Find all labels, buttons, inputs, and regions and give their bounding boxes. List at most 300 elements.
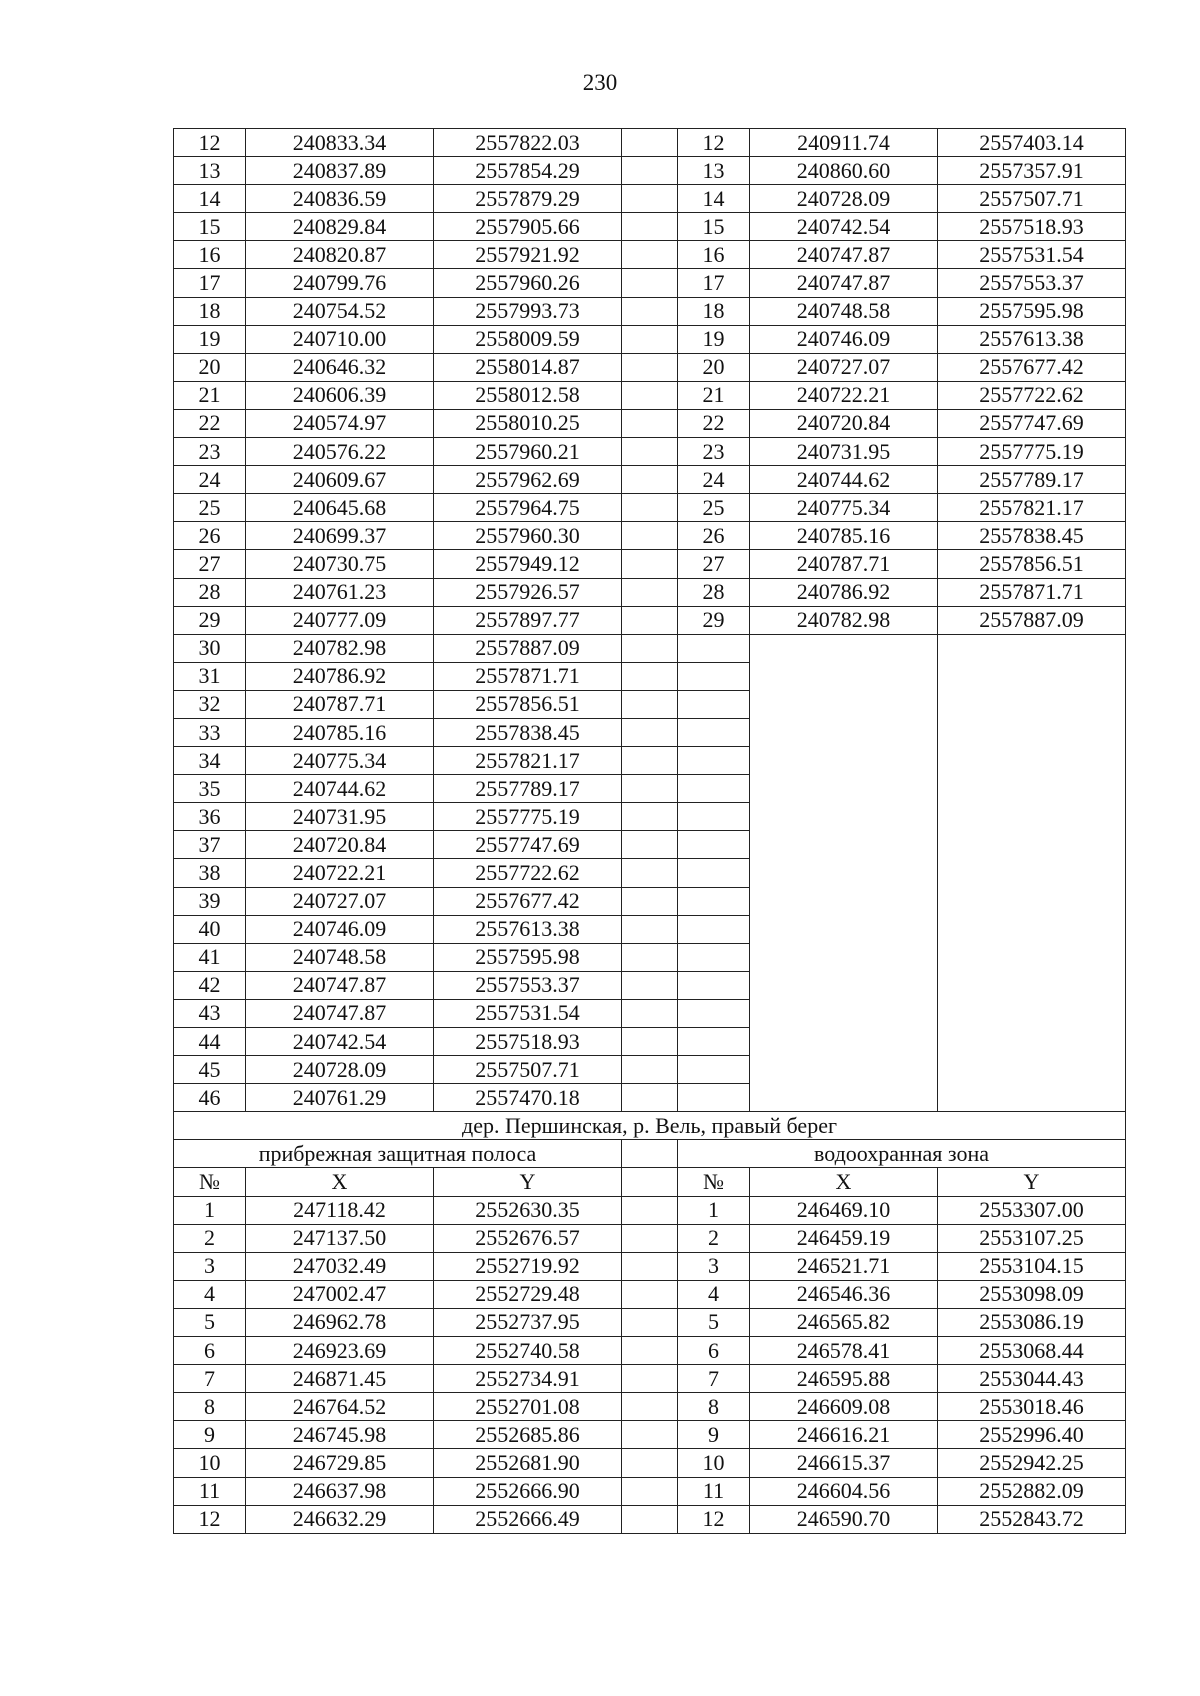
right-num-cell: 12 (678, 129, 750, 157)
left-num-cell: 2 (174, 1224, 246, 1252)
left-y-cell: 2557677.42 (434, 887, 622, 915)
right-x-cell: 240748.58 (750, 297, 938, 325)
right-x-cell: 246609.08 (750, 1393, 938, 1421)
right-num-cell: 10 (678, 1449, 750, 1477)
right-y-cell: 2552843.72 (938, 1505, 1126, 1533)
gap-cell (622, 1028, 678, 1056)
left-num-cell: 22 (174, 409, 246, 437)
left-y-cell: 2552729.48 (434, 1280, 622, 1308)
left-y-cell: 2557747.69 (434, 831, 622, 859)
left-y-cell: 2557553.37 (434, 971, 622, 999)
gap-cell (622, 185, 678, 213)
left-y-cell: 2552681.90 (434, 1449, 622, 1477)
left-y-cell: 2552740.58 (434, 1337, 622, 1365)
zone-heading-row (174, 1140, 1126, 1168)
left-num-cell: 30 (174, 634, 246, 662)
right-num-cell: 12 (678, 1505, 750, 1533)
left-y-cell: 2557897.77 (434, 606, 622, 634)
gap-cell (622, 213, 678, 241)
right-x-cell: 246595.88 (750, 1365, 938, 1393)
left-x-cell: 247118.42 (246, 1196, 434, 1224)
left-num-cell: 5 (174, 1308, 246, 1336)
gap-cell (622, 1196, 678, 1224)
left-y-cell: 2552737.95 (434, 1308, 622, 1336)
right-num-cell: 25 (678, 494, 750, 522)
right-num-cell: 27 (678, 550, 750, 578)
left-y-cell: 2558010.25 (434, 409, 622, 437)
right-x-cell: 246565.82 (750, 1308, 938, 1336)
left-y-cell: 2557775.19 (434, 803, 622, 831)
section-title: дер. Першинская, р. Вель, правый берег (174, 1112, 1126, 1140)
gap-cell (622, 1056, 678, 1084)
right-x-cell: 246459.19 (750, 1224, 938, 1252)
left-x-cell: 240744.62 (246, 775, 434, 803)
right-y-cell: 2557775.19 (938, 438, 1126, 466)
left-x-cell: 247002.47 (246, 1280, 434, 1308)
table-row (174, 1449, 1126, 1477)
gap-cell (622, 241, 678, 269)
right-num-cell: 9 (678, 1421, 750, 1449)
left-x-cell: 240710.00 (246, 325, 434, 353)
right-x-cell: 240786.92 (750, 578, 938, 606)
table-row (174, 606, 1126, 634)
left-y-cell: 2558012.58 (434, 381, 622, 409)
right-y-cell: 2557856.51 (938, 550, 1126, 578)
right-col-x-header: X (750, 1168, 938, 1196)
gap-cell (622, 353, 678, 381)
left-x-cell: 240728.09 (246, 1056, 434, 1084)
left-num-cell: 45 (174, 1056, 246, 1084)
right-num-cell: 17 (678, 269, 750, 297)
lower-section-header (174, 1112, 1126, 1196)
left-y-cell: 2557960.30 (434, 522, 622, 550)
right-x-cell: 246616.21 (750, 1421, 938, 1449)
gap-cell (622, 466, 678, 494)
right-x-cell: 240775.34 (750, 494, 938, 522)
right-y-cell: 2553018.46 (938, 1393, 1126, 1421)
right-y-cell: 2553307.00 (938, 1196, 1126, 1224)
left-col-num-header: № (174, 1168, 246, 1196)
left-x-cell: 240777.09 (246, 606, 434, 634)
left-y-cell: 2557960.21 (434, 438, 622, 466)
left-y-cell: 2558014.87 (434, 353, 622, 381)
right-y-cell: 2557871.71 (938, 578, 1126, 606)
right-num-cell (678, 915, 750, 943)
left-x-cell: 240609.67 (246, 466, 434, 494)
right-num-cell: 23 (678, 438, 750, 466)
gap-cell (622, 381, 678, 409)
right-num-cell: 22 (678, 409, 750, 437)
left-y-cell: 2552734.91 (434, 1365, 622, 1393)
gap-cell (622, 634, 678, 662)
table-row (174, 466, 1126, 494)
right-x-cell: 240720.84 (750, 409, 938, 437)
left-x-cell: 246729.85 (246, 1449, 434, 1477)
table-row (174, 550, 1126, 578)
left-x-cell: 240786.92 (246, 662, 434, 690)
right-x-cell: 246546.36 (750, 1280, 938, 1308)
gap-cell (622, 859, 678, 887)
left-x-cell: 240645.68 (246, 494, 434, 522)
gap-cell (622, 1140, 678, 1168)
right-num-cell (678, 690, 750, 718)
right-x-cell: 240722.21 (750, 381, 938, 409)
gap-cell (622, 409, 678, 437)
left-x-cell: 240746.09 (246, 915, 434, 943)
right-num-cell (678, 1028, 750, 1056)
left-x-cell: 246871.45 (246, 1365, 434, 1393)
right-num-cell: 14 (678, 185, 750, 213)
right-num-cell (678, 999, 750, 1027)
left-num-cell: 42 (174, 971, 246, 999)
left-x-cell: 240731.95 (246, 803, 434, 831)
gap-cell (622, 325, 678, 353)
gap-cell (622, 1337, 678, 1365)
left-num-cell: 29 (174, 606, 246, 634)
left-num-cell: 24 (174, 466, 246, 494)
gap-cell (622, 915, 678, 943)
left-num-cell: 39 (174, 887, 246, 915)
left-y-cell: 2557854.29 (434, 157, 622, 185)
right-num-cell: 6 (678, 1337, 750, 1365)
left-x-cell: 240820.87 (246, 241, 434, 269)
left-x-cell: 247137.50 (246, 1224, 434, 1252)
gap-cell (622, 690, 678, 718)
right-x-cell: 240747.87 (750, 241, 938, 269)
right-y-cell: 2557838.45 (938, 522, 1126, 550)
right-y-cell: 2552996.40 (938, 1421, 1126, 1449)
left-x-cell: 240748.58 (246, 943, 434, 971)
left-y-cell: 2557822.03 (434, 129, 622, 157)
table-row (174, 409, 1126, 437)
left-y-cell: 2557960.26 (434, 269, 622, 297)
gap-cell (622, 1168, 678, 1196)
left-num-cell: 33 (174, 718, 246, 746)
gap-cell (622, 971, 678, 999)
left-y-cell: 2557993.73 (434, 297, 622, 325)
left-num-cell: 34 (174, 747, 246, 775)
right-x-cell: 246578.41 (750, 1337, 938, 1365)
right-num-cell (678, 634, 750, 662)
right-x-cell: 240911.74 (750, 129, 938, 157)
right-y-cell: 2557821.17 (938, 494, 1126, 522)
gap-cell (622, 1449, 678, 1477)
right-y-cell: 2557531.54 (938, 241, 1126, 269)
left-y-cell: 2557838.45 (434, 718, 622, 746)
left-y-cell: 2557470.18 (434, 1084, 622, 1112)
left-y-cell: 2552666.49 (434, 1505, 622, 1533)
left-x-cell: 246962.78 (246, 1308, 434, 1336)
right-x-cell: 240742.54 (750, 213, 938, 241)
right-x-cell: 246521.71 (750, 1252, 938, 1280)
left-x-cell: 240606.39 (246, 381, 434, 409)
table-row (174, 1196, 1126, 1224)
right-x-cell: 240731.95 (750, 438, 938, 466)
right-num-cell: 2 (678, 1224, 750, 1252)
gap-cell (622, 438, 678, 466)
gap-cell (622, 831, 678, 859)
water-protection-zone-heading: водоохранная зона (678, 1140, 1126, 1168)
table-row (174, 522, 1126, 550)
left-num-cell: 35 (174, 775, 246, 803)
right-y-cell: 2557553.37 (938, 269, 1126, 297)
left-col-x-header: X (246, 1168, 434, 1196)
right-x-cell (750, 634, 938, 1112)
left-x-cell: 240837.89 (246, 157, 434, 185)
right-y-cell: 2557357.91 (938, 157, 1126, 185)
table-row (174, 578, 1126, 606)
left-x-cell: 246923.69 (246, 1337, 434, 1365)
left-y-cell: 2557926.57 (434, 578, 622, 606)
table-row (174, 213, 1126, 241)
right-y-cell: 2552882.09 (938, 1477, 1126, 1505)
right-num-cell (678, 971, 750, 999)
left-num-cell: 28 (174, 578, 246, 606)
left-num-cell: 36 (174, 803, 246, 831)
gap-cell (622, 943, 678, 971)
table-row (174, 494, 1126, 522)
left-y-cell: 2557962.69 (434, 466, 622, 494)
left-x-cell: 240787.71 (246, 690, 434, 718)
left-num-cell: 4 (174, 1280, 246, 1308)
right-y-cell: 2553044.43 (938, 1365, 1126, 1393)
right-x-cell: 240782.98 (750, 606, 938, 634)
left-num-cell: 40 (174, 915, 246, 943)
left-y-cell: 2557531.54 (434, 999, 622, 1027)
left-x-cell: 240720.84 (246, 831, 434, 859)
left-num-cell: 9 (174, 1421, 246, 1449)
left-x-cell: 240742.54 (246, 1028, 434, 1056)
left-x-cell: 240699.37 (246, 522, 434, 550)
right-num-cell: 4 (678, 1280, 750, 1308)
right-y-cell: 2557403.14 (938, 129, 1126, 157)
table-row (174, 325, 1126, 353)
right-num-cell (678, 831, 750, 859)
left-num-cell: 6 (174, 1337, 246, 1365)
upper-section-body (174, 129, 1126, 1112)
right-y-cell: 2553086.19 (938, 1308, 1126, 1336)
right-num-cell (678, 1084, 750, 1112)
gap-cell (622, 297, 678, 325)
right-x-cell: 240744.62 (750, 466, 938, 494)
left-x-cell: 240829.84 (246, 213, 434, 241)
gap-cell (622, 550, 678, 578)
left-num-cell: 41 (174, 943, 246, 971)
left-x-cell: 240574.97 (246, 409, 434, 437)
left-x-cell: 240836.59 (246, 185, 434, 213)
gap-cell (622, 606, 678, 634)
right-num-cell (678, 943, 750, 971)
table-row (174, 129, 1126, 157)
table-row (174, 353, 1126, 381)
left-x-cell: 247032.49 (246, 1252, 434, 1280)
gap-cell (622, 887, 678, 915)
table-row (174, 269, 1126, 297)
coordinates-table (173, 128, 1126, 1534)
right-y-cell: 2553104.15 (938, 1252, 1126, 1280)
left-num-cell: 38 (174, 859, 246, 887)
gap-cell (622, 999, 678, 1027)
right-x-cell: 240727.07 (750, 353, 938, 381)
table-row (174, 1421, 1126, 1449)
left-y-cell: 2557821.17 (434, 747, 622, 775)
column-header-row (174, 1168, 1126, 1196)
left-x-cell: 240722.21 (246, 859, 434, 887)
right-num-cell (678, 859, 750, 887)
right-num-cell: 24 (678, 466, 750, 494)
left-num-cell: 46 (174, 1084, 246, 1112)
left-num-cell: 20 (174, 353, 246, 381)
left-num-cell: 11 (174, 1477, 246, 1505)
left-num-cell: 8 (174, 1393, 246, 1421)
lower-section-body (174, 1196, 1126, 1533)
right-num-cell (678, 662, 750, 690)
left-num-cell: 25 (174, 494, 246, 522)
gap-cell (622, 1477, 678, 1505)
right-num-cell: 3 (678, 1252, 750, 1280)
left-num-cell: 37 (174, 831, 246, 859)
right-x-cell: 240728.09 (750, 185, 938, 213)
right-x-cell: 240785.16 (750, 522, 938, 550)
right-num-cell (678, 1056, 750, 1084)
gap-cell (622, 494, 678, 522)
right-x-cell: 246590.70 (750, 1505, 938, 1533)
left-y-cell: 2557921.92 (434, 241, 622, 269)
gap-cell (622, 1421, 678, 1449)
right-x-cell: 240860.60 (750, 157, 938, 185)
right-y-cell: 2553107.25 (938, 1224, 1126, 1252)
gap-cell (622, 1084, 678, 1112)
table-row (174, 241, 1126, 269)
gap-cell (622, 1280, 678, 1308)
left-x-cell: 240747.87 (246, 999, 434, 1027)
gap-cell (622, 1224, 678, 1252)
left-y-cell: 2558009.59 (434, 325, 622, 353)
left-x-cell: 240730.75 (246, 550, 434, 578)
left-num-cell: 18 (174, 297, 246, 325)
left-y-cell: 2552666.90 (434, 1477, 622, 1505)
table-row (174, 438, 1126, 466)
right-y-cell: 2552942.25 (938, 1449, 1126, 1477)
left-y-cell: 2557887.09 (434, 634, 622, 662)
right-num-cell: 26 (678, 522, 750, 550)
gap-cell (622, 1252, 678, 1280)
left-num-cell: 19 (174, 325, 246, 353)
table-row (174, 1477, 1126, 1505)
left-x-cell: 246637.98 (246, 1477, 434, 1505)
page-number: 230 (582, 70, 618, 95)
right-num-cell: 16 (678, 241, 750, 269)
gap-cell (622, 1308, 678, 1336)
left-x-cell: 240646.32 (246, 353, 434, 381)
right-x-cell: 246615.37 (750, 1449, 938, 1477)
table-row (174, 1280, 1126, 1308)
left-x-cell: 240576.22 (246, 438, 434, 466)
right-y-cell: 2553098.09 (938, 1280, 1126, 1308)
left-num-cell: 3 (174, 1252, 246, 1280)
left-num-cell: 31 (174, 662, 246, 690)
left-y-cell: 2557905.66 (434, 213, 622, 241)
right-num-cell: 11 (678, 1477, 750, 1505)
left-num-cell: 13 (174, 157, 246, 185)
left-num-cell: 17 (174, 269, 246, 297)
table-row (174, 1365, 1126, 1393)
right-num-cell (678, 747, 750, 775)
right-num-cell: 20 (678, 353, 750, 381)
right-x-cell: 246604.56 (750, 1477, 938, 1505)
left-x-cell: 240761.29 (246, 1084, 434, 1112)
gap-cell (622, 1365, 678, 1393)
section-title-row (174, 1112, 1126, 1140)
left-num-cell: 44 (174, 1028, 246, 1056)
table-row (174, 1393, 1126, 1421)
left-y-cell: 2557964.75 (434, 494, 622, 522)
right-num-cell: 15 (678, 213, 750, 241)
left-y-cell: 2557871.71 (434, 662, 622, 690)
left-x-cell: 240754.52 (246, 297, 434, 325)
table-row (174, 634, 1126, 662)
table-row (174, 297, 1126, 325)
gap-cell (622, 269, 678, 297)
left-num-cell: 43 (174, 999, 246, 1027)
right-x-cell: 240746.09 (750, 325, 938, 353)
right-num-cell: 13 (678, 157, 750, 185)
left-num-cell: 12 (174, 129, 246, 157)
left-y-cell: 2557595.98 (434, 943, 622, 971)
gap-cell (622, 662, 678, 690)
right-x-cell: 246469.10 (750, 1196, 938, 1224)
left-y-cell: 2557789.17 (434, 775, 622, 803)
gap-cell (622, 129, 678, 157)
left-y-cell: 2552676.57 (434, 1224, 622, 1252)
left-x-cell: 240782.98 (246, 634, 434, 662)
left-num-cell: 14 (174, 185, 246, 213)
left-x-cell: 240775.34 (246, 747, 434, 775)
table-row (174, 1224, 1126, 1252)
table-row (174, 1252, 1126, 1280)
right-y-cell: 2557518.93 (938, 213, 1126, 241)
table-row (174, 1337, 1126, 1365)
left-y-cell: 2552701.08 (434, 1393, 622, 1421)
left-num-cell: 32 (174, 690, 246, 718)
left-num-cell: 12 (174, 1505, 246, 1533)
left-x-cell: 240761.23 (246, 578, 434, 606)
left-x-cell: 240747.87 (246, 971, 434, 999)
left-x-cell: 246764.52 (246, 1393, 434, 1421)
left-num-cell: 15 (174, 213, 246, 241)
right-y-cell: 2553068.44 (938, 1337, 1126, 1365)
gap-cell (622, 775, 678, 803)
left-num-cell: 10 (174, 1449, 246, 1477)
left-y-cell: 2552685.86 (434, 1421, 622, 1449)
left-num-cell: 1 (174, 1196, 246, 1224)
right-y-cell: 2557747.69 (938, 409, 1126, 437)
left-col-y-header: Y (434, 1168, 622, 1196)
gap-cell (622, 1393, 678, 1421)
left-y-cell: 2552719.92 (434, 1252, 622, 1280)
right-x-cell: 240787.71 (750, 550, 938, 578)
right-num-cell: 19 (678, 325, 750, 353)
right-num-cell (678, 887, 750, 915)
right-num-cell: 8 (678, 1393, 750, 1421)
right-col-y-header: Y (938, 1168, 1126, 1196)
right-num-cell: 21 (678, 381, 750, 409)
left-num-cell: 26 (174, 522, 246, 550)
gap-cell (622, 747, 678, 775)
right-num-cell: 1 (678, 1196, 750, 1224)
table-row (174, 185, 1126, 213)
gap-cell (622, 578, 678, 606)
